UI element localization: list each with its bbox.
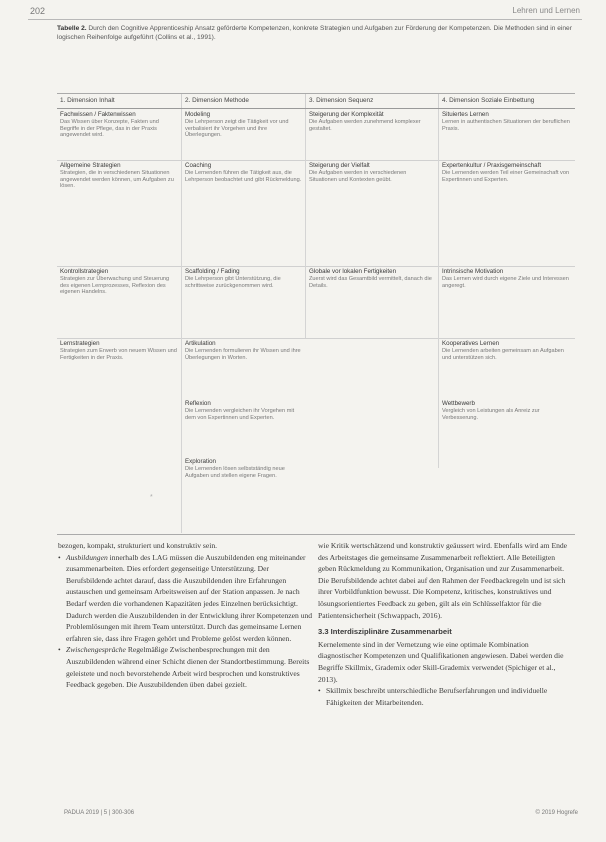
cell-text: Zuerst wird das Gesamtbild vermittelt, danach die Details.: [309, 276, 432, 289]
page-number: 202: [30, 6, 46, 16]
table-marker: *: [150, 494, 153, 501]
cell-title: Globale vor lokalen Fertigkeiten: [309, 268, 397, 275]
cell-text: Die Aufgaben werden in verschiedenen Situationen und Kontexten geübt.: [309, 170, 407, 183]
cell-title: Allgemeine Strategien: [60, 162, 121, 169]
bullet-text: Regelmäßige Zwischenbesprechungen mit den Auszubildenden während einer Schicht dienen der Standortbestimmung. Bereits geleistete und noch bevorstehende Arbeit wird besprochen und konstruktives Feedback gegeben. Die Auszubildenden üben dabei gezielt.: [66, 645, 310, 690]
cell-title: Artikulation: [185, 340, 216, 347]
table-cell: [181, 160, 305, 266]
cell-text: Die Lernenden werden Teil einer Gemeinschaft von Expertinnen und Experten.: [442, 170, 570, 183]
bullet-label: Ausbildungen: [66, 552, 108, 562]
right-paragraph: wie Kritik wertschätzend und konstruktiv geäussert wird. Ebenfalls wird am Ende des Arbeitstages die gemeinsame Zusammenarbeit reflektiert. Alle Beteiligten geben Rückmeldung zu Kommunikation, Organisation und zur Zusammenarbeit. Die Berufsbildende achtet dabei auf den Rahmen der Feedbackregeln und ist sich ihrer Vorbildfunktion bewusst. Die Kompetenz, kritisches, konstruktives und lösungsorientiertes Feedback zu geben, gilt als ein Schlüsselfaktor für die Patientensicherheit (Schwappach, 2016).: [318, 541, 568, 620]
header-dimension-method: 2. Dimension Methode: [181, 94, 305, 108]
table-cell: [181, 266, 305, 338]
bullet-item: [318, 685, 573, 708]
table-cell: [57, 109, 181, 160]
cell-text: Vergleich von Leistungen als Anreiz zur Verbesserung.: [442, 408, 540, 421]
left-text-column: [58, 540, 313, 691]
table-cell: [181, 109, 305, 160]
table-header-row: [57, 94, 575, 109]
bullet-dot-icon: •: [58, 552, 61, 562]
cell-title: Modeling: [185, 111, 211, 118]
cell-title: Fachwissen / Faktenwissen: [60, 111, 136, 118]
bullet-item: [58, 552, 313, 645]
cell-text: Das Wissen über Konzepte, Fakten und Begriffe in der Pflege, das in der Praxis angewendet wird.: [60, 119, 159, 139]
cell-title: Steigerung der Komplexität: [309, 111, 384, 118]
right-paragraph: Kernelemente sind in der Vernetzung wie eine optimale Kombination diagnostischer Kompetenzen und Qualifikationen angewiesen. Dabei werden die Begriffe Skillmix, Grademix oder Skill-Grademix verwendet (Spichiger et al., 2013).: [318, 639, 564, 684]
cell-text: Die Aufgaben werden zunehmend komplexer gestaltet.: [309, 119, 421, 132]
table-cell: [438, 266, 575, 338]
footer-left: PADUA 2019 | 5 | 300-306: [64, 810, 135, 816]
cell-text: Die Lehrperson gibt Unterstützung, die schrittweise zurückgenommen wird.: [185, 276, 281, 289]
cell-text: Die Lernenden führen die Tätigkeit aus, die Lehrperson beobachtet und gibt Rückmeldung.: [185, 170, 302, 183]
table-cell: [57, 160, 181, 266]
table-cell: [305, 266, 438, 338]
table-cell: [305, 160, 438, 266]
table-cell: [57, 266, 181, 338]
header-dimension-content: 1. Dimension Inhalt: [60, 97, 115, 104]
cell-title: Situiertes Lernen: [442, 111, 489, 118]
cell-text: Das Lernen wird durch eigene Ziele und Interessen angeregt.: [442, 276, 569, 289]
cell-title: Expertenkultur / Praxisgemeinschaft: [442, 162, 542, 169]
cell-title: Reflexion: [185, 400, 211, 407]
right-text-column: [318, 540, 573, 708]
table-cell: [181, 338, 305, 398]
bullet-dot-icon: •: [58, 645, 61, 655]
section-heading: 3.3 Interdisziplinäre Zusammenarbeit: [318, 627, 452, 637]
running-head: Lehren und Lernen: [512, 6, 580, 15]
table-cell: [181, 398, 305, 456]
table-caption: [57, 24, 577, 42]
cell-title: Scaffolding / Fading: [185, 268, 240, 275]
cell-text: Strategien, die in verschiedenen Situationen angewendet werden können, um Aufgaben zu lösen.: [60, 170, 174, 190]
cell-text: Die Lehrperson zeigt die Tätigkeit vor und verbalisiert ihr Vorgehen und ihre Überlegungen.: [185, 119, 289, 139]
header-rule: [28, 19, 582, 20]
bullet-text: innerhalb des LAG müssen die Auszubildenden eng miteinander zusammenarbeiten. Dies erfordert gegenseitige Unterstützung. Der Berufsbildende achtet darauf, dass die Auszubildenden ihre Erfahrungen austauschen und gemeinsam Arbeitsweisen auf der Station anpassen. Je nach Bedarf werden die vorhandenen Kapazitäten jedes Einzelnen berücksichtigt. Dadurch werden die Auszubildenden in der Entwicklung ihrer Kompetenzen und Problemlösungen mit ihrem Team unterstützt. Durch das gemeinsame Lernen erfahren sie, dass ihre Fragen gehört und Probleme gelöst werden können.: [66, 552, 313, 643]
cell-title: Coaching: [185, 162, 212, 169]
cell-title: Kooperatives Lernen: [442, 340, 500, 347]
cell-title: Kontrollstrategien: [60, 268, 109, 275]
caption-label: Tabelle 2.: [57, 25, 87, 32]
table-cell: [181, 456, 305, 533]
bullet-item: [58, 644, 313, 690]
cell-text: Die Lernenden formulieren ihr Wissen und ihre Überlegungen in Worten.: [185, 348, 301, 361]
header-dimension-social: 4. Dimension Soziale Einbettung: [438, 94, 575, 108]
header-dimension-sequence: 3. Dimension Sequenz: [305, 94, 438, 108]
cell-text: Die Lernenden vergleichen ihr Vorgehen mit dem von Expertinnen und Experten.: [185, 408, 295, 421]
bullet-dot-icon: •: [318, 686, 321, 696]
table-cell: [438, 160, 575, 266]
cell-title: Steigerung der Vielfalt: [309, 162, 370, 169]
cell-title: Exploration: [185, 458, 216, 465]
table-cell: [438, 398, 575, 468]
cell-text: Die Lernenden arbeiten gemeinsam an Aufgaben und unterstützen sich.: [442, 348, 564, 361]
left-paragraph: bezogen, kompakt, strukturiert und konstruktiv sein.: [58, 541, 218, 550]
footer-right: © 2019 Hogrefe: [535, 810, 578, 816]
cell-text: Strategien zur Überwachung und Steuerung des eigenen Lernprozesses, Reflexion des eigenen Handelns.: [60, 276, 170, 296]
cell-title: Intrinsische Motivation: [442, 268, 504, 275]
table-cell: [438, 338, 575, 398]
cell-text: Strategien zum Erwerb von neuem Wissen und Fertigkeiten in der Praxis.: [60, 348, 177, 361]
bullet-text: Skillmix beschreibt unterschiedliche Berufserfahrungen und individuelle Fähigkeiten der Mitarbeitenden.: [326, 686, 548, 707]
caption-text: Durch den Cognitive Apprenticeship Ansatz geförderte Kompetenzen, konkrete Strategien und Aufgaben zur Förderung der Kompetenzen. Die Methoden sind in einer logischen Reihenfolge aufgeführt (Collins et al., 1991).: [57, 25, 572, 41]
cell-title: Lernstrategien: [60, 340, 100, 347]
cell-text: Die Lernenden lösen selbstständig neue Aufgaben und stellen eigene Fragen.: [185, 466, 285, 479]
cell-text: Lernen in authentischen Situationen der beruflichen Praxis.: [442, 119, 570, 132]
table-cell: [305, 109, 438, 160]
cell-title: Wettbewerb: [442, 400, 475, 407]
bullet-label: Zwischengespräche: [66, 645, 126, 655]
table-cell: [438, 109, 575, 160]
table-cell: [57, 338, 181, 398]
competence-table: [57, 93, 575, 535]
